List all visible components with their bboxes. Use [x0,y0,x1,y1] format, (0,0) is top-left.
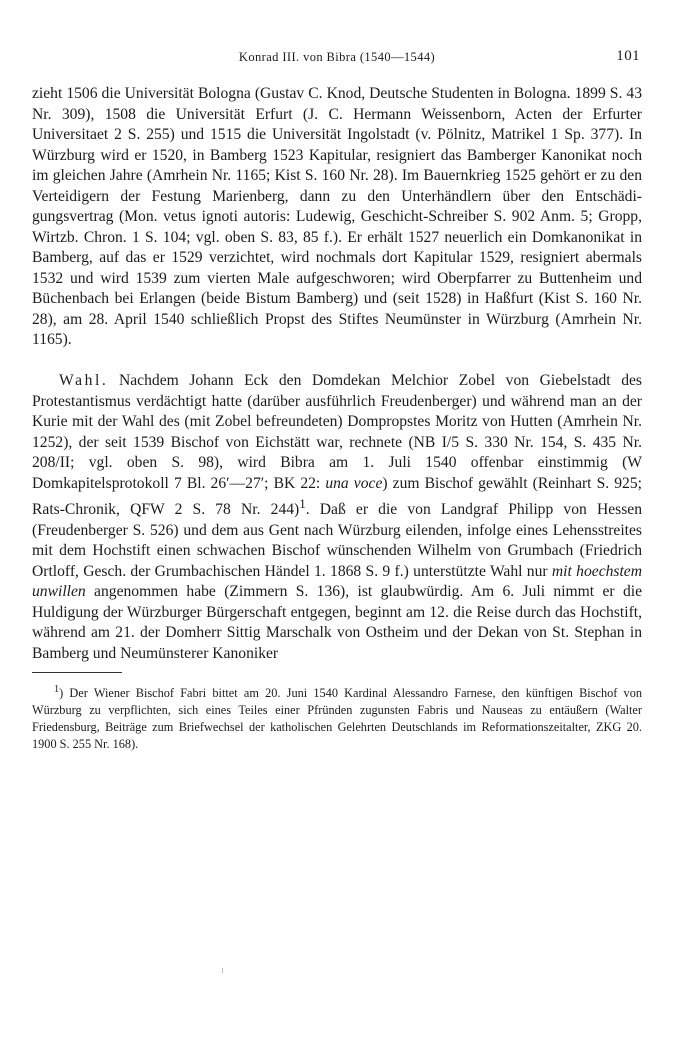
footnote-marker: 1 [54,684,60,696]
scan-speck [222,968,223,973]
section-lead-word: Wahl. [59,372,109,389]
body-text [32,84,642,664]
paragraph-election [32,371,642,664]
footnote-divider [32,672,122,673]
election-text-part-a: Nachdem Johann Eck den Domdekan Melchior Zobel von Giebelstadt des Protestantismus verdächtigt hatte (darüber ausführlich Freudenberger) und während man an der Kurie mit der Wahl des (mit Zobel befreundeten) Dompropstes Moritz von Hutten (Amrhein Nr. 1252), der seit 1539 Bischof von Eichstätt war, rechnete (NB I/5 S. 330 Nr. 154, S. 435 Nr. 208/II; vgl. oben S. 98), wird Bibra am 1. Juli 1540 offenbar einstimmig (W Domkapitelsprotokoll 7 Bl. 26′—27′; BK 22: [32,372,642,492]
election-text-part-d: angenommen habe (Zimmern S. 136), ist glaubwürdig. Am 6. Juli nimmt er die Huldigung der Würzburger Bürgerschaft entgegen, beginnt am 12. die Reise durch das Hochstift, während am 21. der Domherr Sittig Marschalk von Ostheim und der Dekan von St. Stephan in Bamberg und Neumünsterer Kanoniker [32,583,642,662]
footnote [32,681,642,753]
italic-quote-una-voce: una voce [325,474,383,492]
election-text-part-b: ) zum Bischof gewählt (Reinhart S. 925; Rats-Chronik, QFW 2 S. 78 Nr. 244) [32,474,642,519]
page-number: 101 [616,48,640,64]
running-head [32,50,642,72]
paragraph-career: zieht 1506 die Universität Bologna (Gustav C. Knod, Deutsche Studenten in Bologna. 1899 S. 43 Nr. 309), 1508 die Universität Erfurt (J. C. Hermann Weissenborn, Acten der Erfurter Universitaet 2 S. 255) und 1515 die Universität Ingolstadt (v. Pölnitz, Matrikel 1 Sp. 377). In Würzburg wird er 1520, in Bamberg 1523 Kapitular, resigniert das Bamberger Kanonikat noch im gleichen Jahre (Amrhein Nr. 1165; Kist S. 160 Nr. 28). Im Bauernkrieg 1525 gehört er zu den Verteidigern der Festung Marienberg, dann zu den Unterhändlern über den Entschädigungsvertrag (Mon. vetus ignoti autoris: Ludewig, Geschicht-Schreiber S. 902 Anm. 5; Gropp, Wirtzb. Chron. 1 S. 104; vgl. oben S. 83, 85 f.). Er erhält 1527 neuerlich ein Domkanonikat in Bamberg, auf das er 1529 verzichtet, wird nochmals dort Kapitular 1529, resigniert abermals 1532 und wird 1539 zum vierten Male aufgeschworen; wird Oberpfarrer zu Buttenheim und Büchenbach bei Erlangen (beide Bistum Bamberg) und (seit 1528) in Haßfurt (Kist S. 160 Nr. 28), am 28. April 1540 schließlich Propst des Stiftes Neumünster in Würzburg (Amrhein Nr. 1165). [32,85,642,348]
running-title: Konrad III. von Bibra (1540—1544) [238,50,436,64]
footnote-reference[interactable]: 1 [299,496,306,511]
election-text-part-c: . Daß er die von Landgraf Philipp von Hessen (Freudenberger S. 526) und dem aus Gent nach Würzburg eilenden, infolge eines Lehensstreites mit dem Hochstift einen schwachen Bischof wünschenden Wilhelm von Grumbach (Friedrich Ortloff, Gesch. der Grumbachischen Händel 1. 1868 S. 9 f.) unterstützte Wahl nur [32,501,642,580]
italic-quote-unwillen: mit hoechstem unwillen [32,562,642,601]
book-page [32,50,642,753]
footnote-text: ) Der Wiener Bischof Fabri bittet am 20. Juni 1540 Kardinal Alessandro Farnese, den künftigen Bischof von Würzburg zu verpflichten, sich eines Teiles einer Pfründen zugunsten Fabris und Nauseas zu entäußern (Walter Friedensburg, Beiträge zum Briefwechsel der katholischen Gelehrten Deutschlands im Reformationszeitalter, ZKG 20. 1900 S. 255 Nr. 168). [32,686,642,752]
